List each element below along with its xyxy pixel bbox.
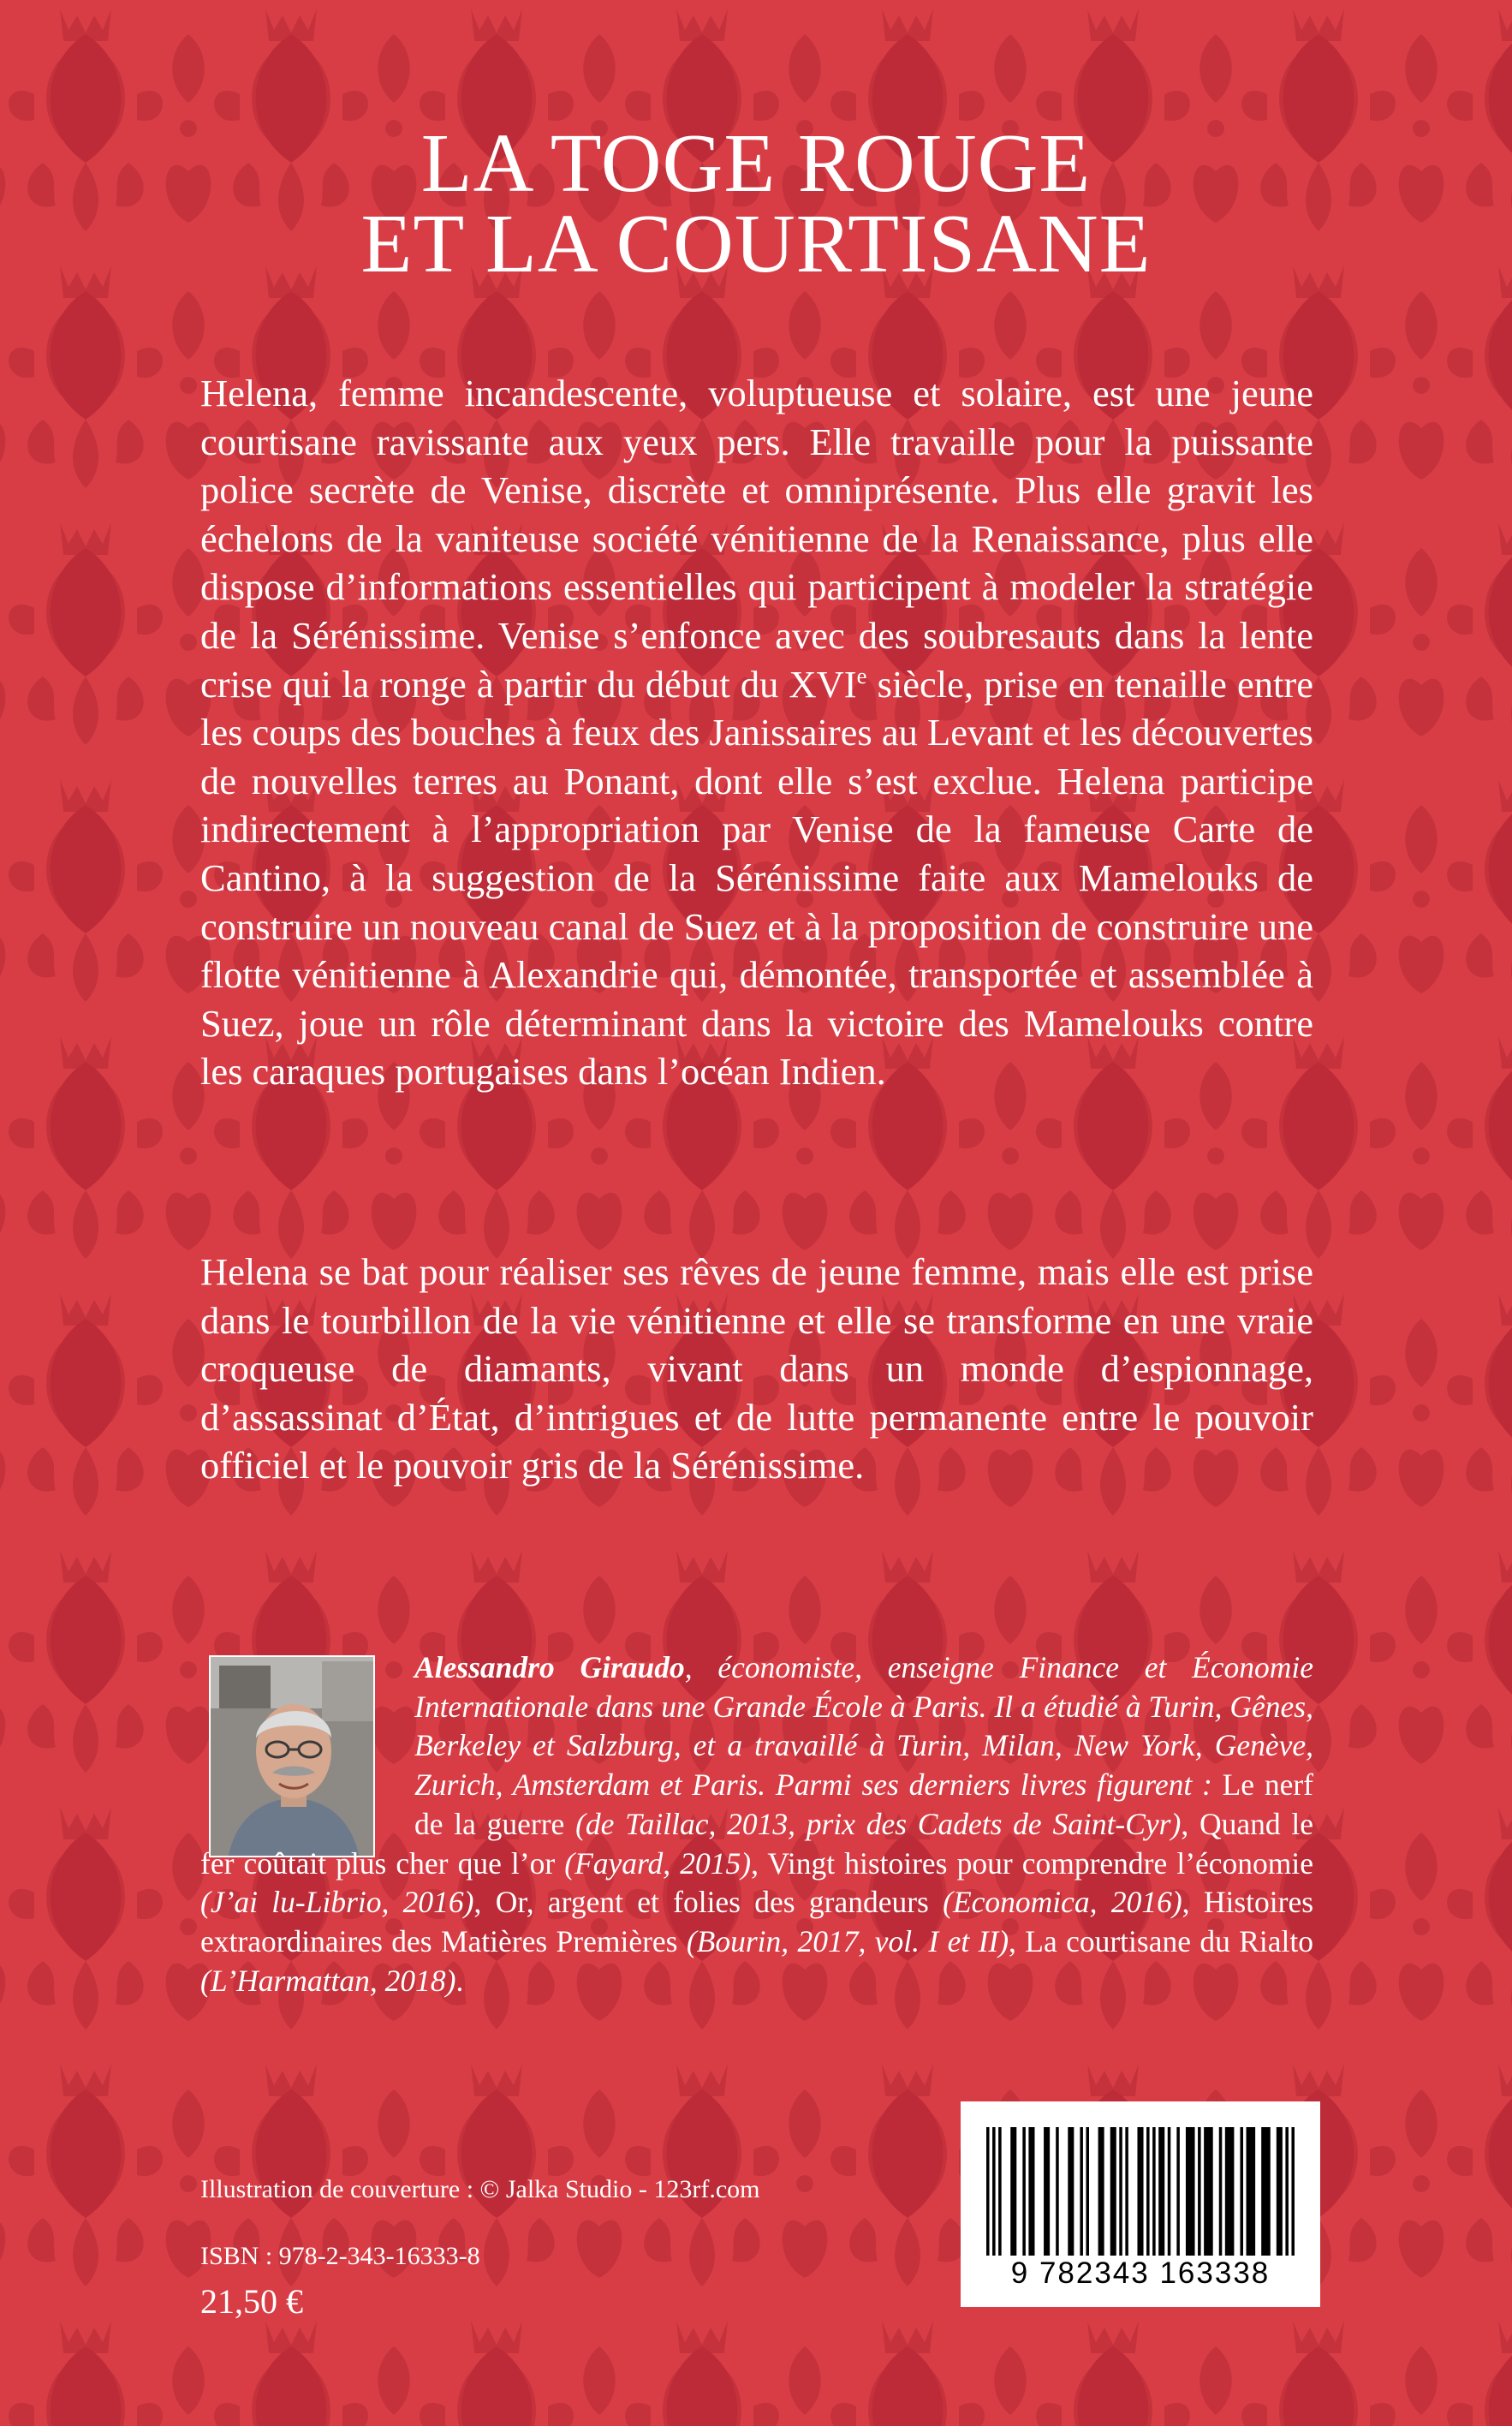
barcode-bar [1110, 2127, 1116, 2256]
barcode-bar [1176, 2127, 1180, 2256]
blurb-paragraph-2: Helena se bat pour réaliser ses rêves de jeune femme, mais elle est prise dans le tourbillon de la vie vénitienne et elle se transforme en une vraie croqueuse de diamants, vivant dans un monde d’espionnage, d’assassinat d’État, d’intrigues et de lutte permanente entre le pouvoir officiel et le pouvoir gris de la Sérénissime. [200, 1250, 1313, 1487]
blurb-paragraph-1-text-b: siècle, prise en tenaille entre les coups des bouches à feux des Janissaires au Levant et les découvertes de nouvelles terres au Ponant, dont elle s’est exclue. Helena participe indirectement à l’appropriation par Venise de la fameuse Carte de Cantino, à la suggestion de la Sérénissime faite aux Mamelouks de construire un nouveau canal de Suez et à la proposition de construire une flotte vénitienne à Alexandrie qui, démontée, transportée et assemblée à Suez, joue un rôle déterminant dans la victoire des Mamelouks contre les caraques portugaises dans l’océan Indien. [200, 662, 1313, 1094]
barcode-bar [998, 2127, 1002, 2256]
barcode-bar [1240, 2127, 1243, 2256]
author-name: Alessandro Giraudo [414, 1650, 685, 1684]
book-title: La courtisane du Rialto [1025, 1923, 1314, 1958]
barcode-bar [1247, 2127, 1256, 2256]
barcode-bar [992, 2127, 996, 2256]
isbn: ISBN : 978-2-343-16333-8 [200, 2242, 480, 2270]
book-publisher-note: (Economica, 2016) [928, 1885, 1182, 1920]
barcode-bar [1044, 2127, 1050, 2256]
book-publisher-note: (Bourin, 2017, vol. I et II) [677, 1923, 1009, 1958]
barcode-bar [1086, 2127, 1089, 2256]
book-title: Le nerf de la guerre [414, 1767, 1313, 1841]
title-line-1: LA TOGE ROUGE [420, 117, 1092, 210]
barcode-bar [1098, 2127, 1104, 2256]
title-line-2: ET LA COURTISANE [360, 198, 1152, 290]
book-separator: , [1009, 1923, 1026, 1958]
book-separator: , [751, 1845, 768, 1881]
book-title: Quand le fer coûtait plus cher que l’or [200, 1806, 1313, 1881]
barcode-bar [1198, 2127, 1201, 2256]
book-separator: , [1181, 1806, 1199, 1841]
barcode-bar [1204, 2127, 1213, 2256]
barcode-digits: 9 782343 163338 [1010, 2256, 1271, 2290]
barcode-bar [1168, 2127, 1171, 2256]
barcode-bar [1285, 2127, 1289, 2256]
barcode-bar [1291, 2127, 1295, 2256]
barcode-bar [1152, 2127, 1156, 2256]
barcode-bar [1186, 2127, 1195, 2256]
book-separator: , [1182, 1885, 1204, 1920]
book-publisher-note: (L’Harmattan, 2018) [200, 1963, 456, 1998]
author-bio [200, 1648, 1313, 2000]
book-title: Histoires extraordinaires des Matières Premières [200, 1885, 1314, 1958]
barcode-bar [1056, 2127, 1059, 2256]
barcode-bar [1261, 2127, 1271, 2256]
barcode-bar [1277, 2127, 1283, 2256]
barcode [961, 2101, 1320, 2307]
century-superscript: e [856, 662, 867, 688]
barcode-bar [1068, 2127, 1074, 2256]
barcode-bar [1158, 2127, 1164, 2256]
author-bio-intro: , économiste, enseigne Finance et Économie Internationale dans une Grande École à Paris. Il a étudié à Turin, Gênes, Berkeley et Salzburg, et a travaillé à Turin, Milan, New York, Genève, Zurich, Amsterdam et Paris. Parmi ses derniers livres figurent : [414, 1650, 1314, 1803]
book-publisher-note: (J’ai lu-Librio, 2016) [200, 1885, 474, 1920]
cover-illustration-credit: Illustration de couverture : © Jalka Studio - 123rf.com [200, 2175, 760, 2203]
book-publisher-note: (Fayard, 2015) [555, 1845, 752, 1881]
barcode-bar [1146, 2127, 1150, 2256]
barcode-bar [1022, 2127, 1026, 2256]
barcode-bar [1080, 2127, 1083, 2256]
barcode-bar [1028, 2127, 1034, 2256]
barcode-bar [986, 2127, 990, 2256]
blurb-paragraph-1 [200, 369, 1313, 1096]
book-separator: , [473, 1885, 496, 1920]
book-publisher-note: (de Taillac, 2013, prix des Cadets de Saint-Cyr) [564, 1806, 1182, 1841]
barcode-bar [1125, 2127, 1128, 2256]
book-separator: . [455, 1963, 464, 1998]
barcode-bar [1225, 2127, 1235, 2256]
book-title: Vingt histoires pour comprendre l’économie [767, 1845, 1314, 1881]
barcode-bar [1010, 2127, 1016, 2256]
barcode-bar [1219, 2127, 1223, 2256]
barcode-bar [1119, 2127, 1122, 2256]
price: 21,50 € [200, 2282, 303, 2321]
book-title: Or, argent et folies des grandeurs [495, 1885, 929, 1920]
blurb-paragraph-1-text-a: Helena, femme incandescente, voluptueuse et solaire, est une jeune courtisane ravissante aux yeux pers. Elle travaille pour la puissante police secrète de Venise, discrète et omniprésente. Plus elle gravit les échelons de la vaniteuse société vénitienne de la Renaissance, plus elle dispose d’informations essentielles qui participent à modeler la stratégie de la Sérénissime. Venise s’enfonce avec des soubresauts dans la lente crise qui la ronge à partir du début du XVI [200, 372, 1313, 706]
barcode-bar [1137, 2127, 1143, 2256]
